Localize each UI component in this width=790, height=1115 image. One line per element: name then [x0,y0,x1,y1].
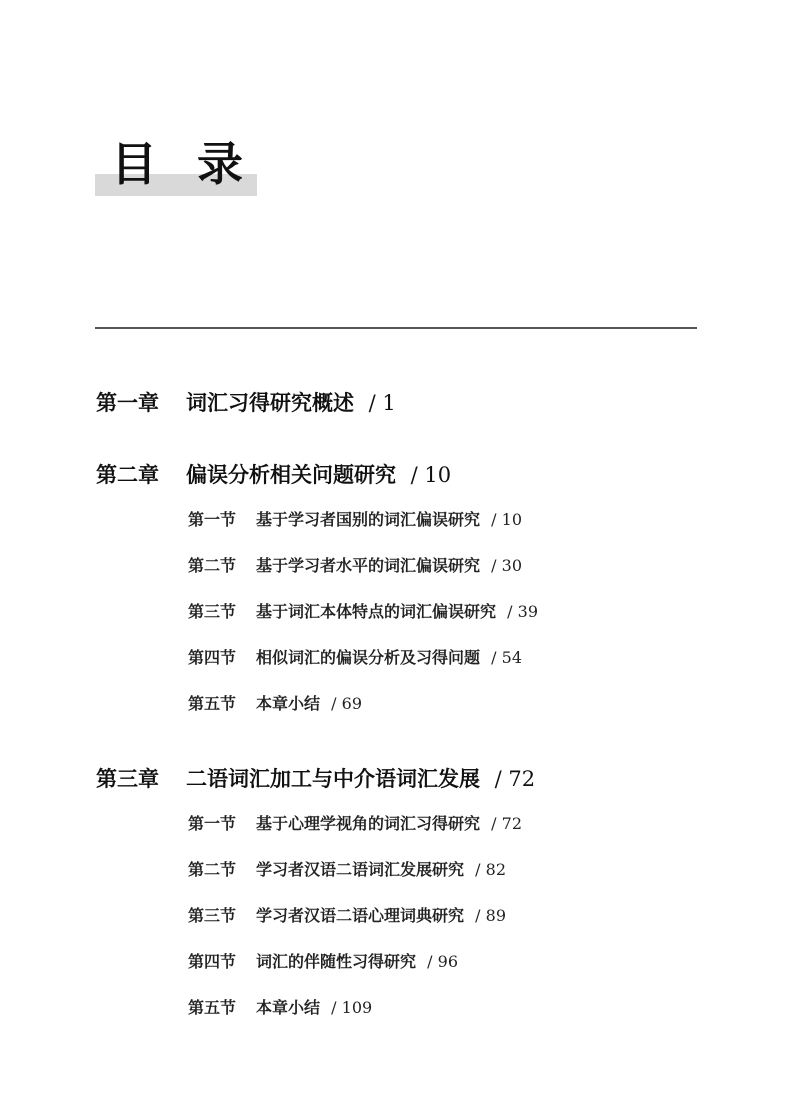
toc-chapter-1[interactable] [96,390,396,416]
section-title: 本章小结 [256,694,321,713]
section-page: / 69 [331,694,362,713]
section-page: / 54 [491,648,522,667]
toc-title-block [95,137,283,196]
section-number: 第二节 [188,860,237,879]
toc-section[interactable] [188,556,522,576]
section-title: 相似词汇的偏误分析及习得问题 [256,648,481,667]
section-page: / 10 [491,510,522,529]
chapter-number: 第三章 [96,766,159,791]
section-page: / 109 [331,998,373,1017]
section-number: 第四节 [188,952,237,971]
section-number: 第一节 [188,510,237,529]
section-title: 基于学习者水平的词汇偏误研究 [256,556,481,575]
section-page: / 72 [491,814,522,833]
section-page: / 39 [507,602,538,621]
chapter-title: 词汇习得研究概述 [186,390,354,415]
toc-section[interactable] [188,648,522,668]
section-title: 词汇的伴随性习得研究 [256,952,417,971]
section-number: 第三节 [188,602,237,621]
chapter-title: 二语词汇加工与中介语词汇发展 [186,766,480,791]
chapter-number: 第二章 [96,462,159,487]
toc-section[interactable] [188,952,458,972]
section-number: 第三节 [188,906,237,925]
section-title: 基于学习者国别的词汇偏误研究 [256,510,481,529]
toc-section[interactable] [188,510,522,530]
section-title: 基于心理学视角的词汇习得研究 [256,814,481,833]
section-number: 第五节 [188,694,237,713]
chapter-page: / 1 [368,391,396,415]
section-page: / 89 [475,906,506,925]
section-title: 基于词汇本体特点的词汇偏误研究 [256,602,497,621]
section-page: / 82 [475,860,506,879]
toc-section[interactable] [188,998,372,1018]
toc-section[interactable] [188,814,522,834]
toc-chapter-2[interactable] [96,462,451,488]
section-number: 第二节 [188,556,237,575]
chapter-page: / 72 [494,767,536,791]
section-number: 第一节 [188,814,237,833]
page-title: 目录 [111,137,283,191]
section-page: / 96 [427,952,458,971]
toc-chapter-3[interactable] [96,766,535,792]
section-number: 第五节 [188,998,237,1017]
horizontal-divider [95,327,697,329]
toc-section[interactable] [188,694,362,714]
toc-section[interactable] [188,602,538,622]
section-page: / 30 [491,556,522,575]
section-number: 第四节 [188,648,237,667]
chapter-number: 第一章 [96,390,159,415]
section-title: 本章小结 [256,998,321,1017]
toc-section[interactable] [188,906,506,926]
toc-section[interactable] [188,860,506,880]
section-title: 学习者汉语二语词汇发展研究 [256,860,465,879]
chapter-page: / 10 [410,463,452,487]
chapter-title: 偏误分析相关问题研究 [186,462,396,487]
section-title: 学习者汉语二语心理词典研究 [256,906,465,925]
